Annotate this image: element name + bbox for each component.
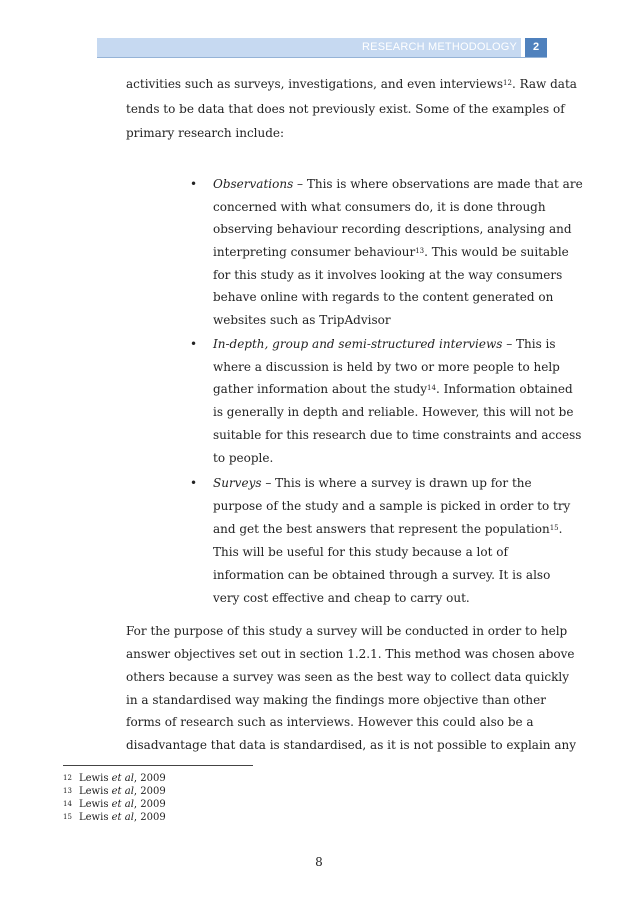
bullet-surveys-line-3: and get the best answers that represent the population$^{15}$.	[213, 522, 563, 536]
bullet-observations-line-3: observing behaviour recording descriptions, analysing and	[213, 222, 572, 236]
closing-line-5: forms of research such as interviews. However this could also be a	[126, 715, 534, 729]
intro-line-3: primary research include:	[126, 126, 285, 140]
bullet-surveys-line-2: purpose of the study and a sample is picked in order to try	[213, 499, 571, 513]
bullet-observations-line-2: concerned with what consumers do, it is done through	[213, 200, 546, 214]
intro-line-1: activities such as surveys, investigations, and even interviews$^{12}$. Raw data	[126, 77, 577, 91]
bullet-interviews-line-2: where a discussion is held by two or more people to help	[213, 360, 560, 374]
bullet-interviews-line-5: suitable for this research due to time constraints and access	[213, 428, 582, 442]
header-title: RESEARCH METHODOLOGY	[362, 41, 517, 53]
footnote-ref-12[interactable]: 12	[503, 79, 512, 87]
footnote-15: 15 Lewis et al, 2009	[63, 812, 166, 823]
bullet-surveys-line-4: This will be useful for this study because a lot of	[213, 545, 508, 559]
bullet-surveys-line-6: very cost effective and cheap to carry out.	[213, 591, 470, 605]
bullet-observations-line-1: Observations – This is where observations are made that are	[213, 177, 583, 191]
bullet-observations-line-5: for this study as it involves looking at the way consumers	[213, 268, 563, 282]
bullet-observations-line-6: behave online with regards to the content generated on	[213, 290, 554, 304]
header-page-number: 2	[525, 38, 547, 57]
closing-line-4: in a standardised way making the findings more objective than other	[126, 693, 546, 707]
closing-line-3: others because a survey was seen as the best way to collect data quickly	[126, 670, 570, 684]
bullet-marker: •	[190, 476, 198, 490]
page-number: 8	[315, 855, 323, 869]
footnote-ref-13[interactable]: 13	[415, 247, 425, 255]
footnote-ref-14[interactable]: 14	[427, 384, 436, 392]
bullet-surveys-line-5: information can be obtained through a survey. It is also	[213, 568, 551, 582]
bullet-interviews-line-4: is generally in depth and reliable. However, this will not be	[213, 405, 574, 419]
footnote-ref-15[interactable]: 15	[549, 524, 559, 532]
bullet-interviews-line-3: gather information about the study$^{14}$. Information obtained	[213, 382, 573, 396]
bullet-marker: •	[190, 337, 198, 351]
running-header	[97, 38, 547, 58]
footnote-13: 13 Lewis et al, 2009	[63, 786, 166, 797]
bullet-observations-line-4: interpreting consumer behaviour$^{13}$. This would be suitable	[213, 245, 569, 259]
bullet-marker: •	[190, 177, 198, 191]
bullet-interviews-line-1: In-depth, group and semi-structured interviews – This is	[213, 337, 556, 351]
footnote-12: 12 Lewis et al, 2009	[63, 773, 166, 784]
bullet-observations-line-7: websites such as TripAdvisor	[213, 313, 391, 327]
bullet-surveys-line-1: Surveys – This is where a survey is drawn up for the	[213, 476, 532, 490]
footnote-14: 14 Lewis et al, 2009	[63, 799, 166, 810]
closing-line-1: For the purpose of this study a survey will be conducted in order to help	[126, 624, 568, 638]
bullet-interviews-line-6: to people.	[213, 451, 274, 465]
footnote-divider	[63, 765, 253, 766]
intro-line-2: tends to be data that does not previously exist. Some of the examples of	[126, 102, 565, 116]
closing-line-6: disadvantage that data is standardised, as it is not possible to explain any	[126, 738, 576, 752]
closing-line-2: answer objectives set out in section 1.2.1. This method was chosen above	[126, 647, 575, 661]
